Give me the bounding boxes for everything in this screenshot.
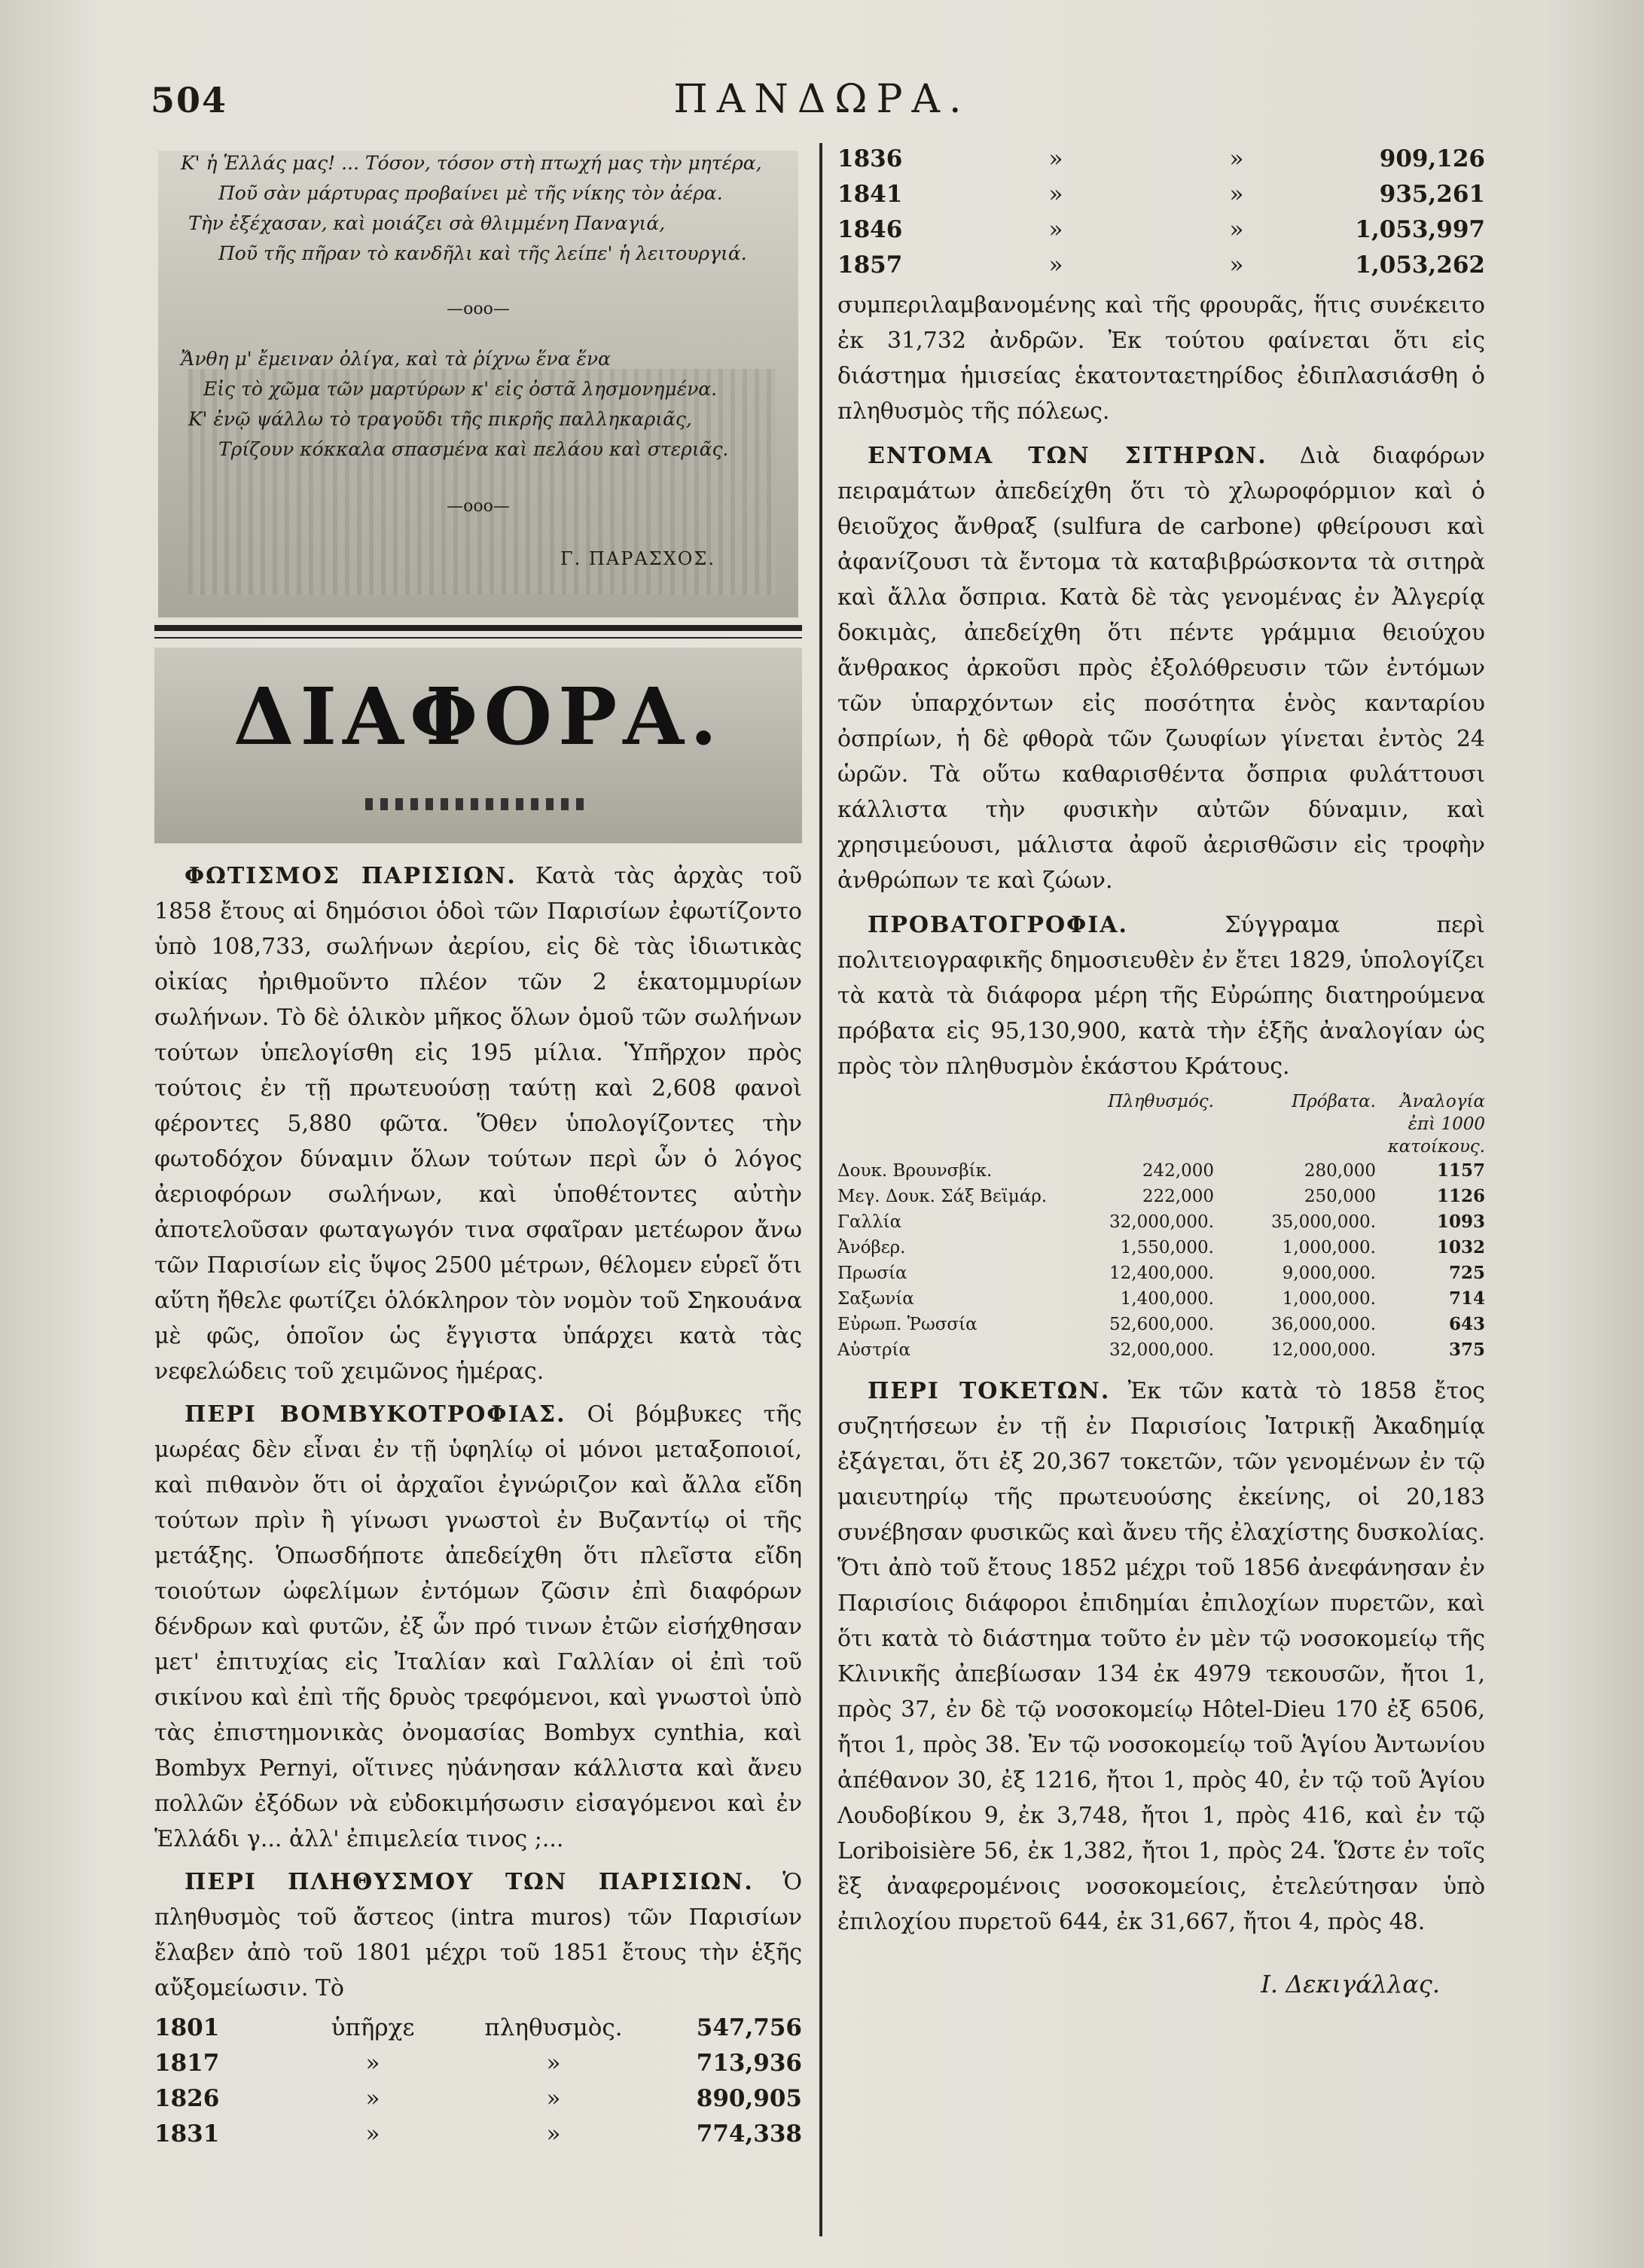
country-cell: Μεγ. Δουκ. Σάξ Βεϊμάρ. (837, 1187, 1048, 1206)
country-cell: Σαξωνία (837, 1289, 914, 1309)
banner-ornament (365, 798, 591, 810)
label-cell: ὑπῆρχε (331, 2014, 415, 2041)
label-cell: » (365, 2050, 380, 2077)
article-text: Ὁ πληθυσμὸς τοῦ ἄστεος (intra muros) τῶν Παρισίων ἔλαβεν ἀπὸ τοῦ 1801 μέχρι τοῦ 1851 ἔτους τὴν ἑξῆς αὔξομείωσιν. Τὸ (154, 1869, 802, 2001)
article-heading: ΦΩΤΙΣΜΟΣ ΠΑΡΙΣΙΩΝ. (185, 863, 517, 889)
poem-vignette (158, 151, 798, 617)
article-heading: ΠΡΟΒΑΤΟΓΡΟΦΙΑ. (868, 912, 1128, 938)
article-plithysmos (154, 1864, 802, 2006)
value-cell: 713,936 (696, 2050, 802, 2077)
value-cell: 35,000,000. (1271, 1212, 1376, 1232)
value-cell: 1,053,262 (1355, 251, 1485, 279)
country-cell: Εὐρωπ. Ῥωσσία (837, 1315, 978, 1334)
value-cell: 222,000 (1142, 1187, 1214, 1206)
value-cell: 375 (1448, 1340, 1485, 1360)
article-fotismos (154, 858, 802, 1389)
poem-divider: —οοο— (447, 497, 510, 516)
section-rule (154, 637, 802, 639)
table-row (154, 2117, 802, 2152)
year-cell: 1846 (837, 216, 903, 243)
article-entoma (837, 438, 1485, 898)
year-cell: 1817 (154, 2050, 220, 2077)
table-row (154, 2046, 802, 2081)
poem-line: Τὴν ἐξέχασαν, καὶ μοιάζει σὰ θλιμμένη Παναγιά, (188, 212, 666, 234)
value-cell: 1126 (1436, 1186, 1485, 1206)
article-heading: ΕΝΤΟΜΑ ΤΩΝ ΣΙΤΗΡΩΝ. (868, 443, 1267, 469)
table-row (837, 1235, 1485, 1261)
poem-line: Ποῦ σὰν μάρτυρας προβαίνει μὲ τῆς νίκης τὸν ἀέρα. (218, 182, 723, 204)
article-text: Διὰ διαφόρων πειραμάτων ἀπεδείχθη ὅτι τὸ χλωροφόρμιον καὶ ὁ θειοῦχος ἄνθραξ (sulfura de carbone) φθείρουσι καὶ ἀφανίζουσι τὰ ἔντομα τὰ καταβιβρώσκοντα τὰ σιτηρὰ καὶ ἄλλα ὄσπρια. Κατὰ δὲ τὰς γενομένας ἐν Ἀλγερίᾳ δοκιμὰς, ἀπεδείχθη ὅτι πέντε γράμμια θειούχου ἄνθρακος ἀρκοῦσι πρὸς ἐξολόθρευσιν τῶν ἐντόμων τῶν ὑπαρχόντων εἰς ποσότητα ἑνὸς κανταρίου ὀσπρίων, ἡ δὲ φθορὰ τῶν ζωυφίων γίνεται ἐντὸς 24 ὡρῶν. Τὰ οὕτω καθαρισθέντα ὄσπρια φυλάττουσι κάλλιστα τὴν φυσικὴν αὐτῶν δύναμιν, καὶ χρησιμεύουσι, μάλιστα ἀφοῦ ἀερισθῶσιν εἰς τροφὴν ἀνθρώπων τε καὶ ζώων. (837, 443, 1485, 894)
value-cell: 32,000,000. (1109, 1340, 1214, 1360)
year-cell: 1826 (154, 2085, 220, 2112)
poem-author: Γ. ΠΑΡΑΣΧΟΣ. (560, 548, 715, 569)
section-banner (154, 648, 802, 843)
label-cell: » (1048, 145, 1063, 172)
table-row (837, 212, 1485, 248)
table-row (154, 2081, 802, 2117)
sheep-table (837, 1090, 1485, 1363)
article-provato (837, 907, 1485, 1084)
value-cell: 1,000,000. (1282, 1238, 1376, 1257)
article-bombyx (154, 1397, 802, 1857)
table-row (837, 142, 1485, 177)
population-table-continued (837, 142, 1485, 283)
country-cell: Ἀνόβερ. (837, 1238, 906, 1257)
table-row (154, 2010, 802, 2046)
poem-line: Ποῦ τῆς πῆραν τὸ κανδῆλι καὶ τῆς λείπε' ἡ λειτουργιά. (218, 242, 747, 264)
article-text: Ἐκ τῶν κατὰ τὸ 1858 ἔτος συζητήσεων ἐν τῇ ἐν Παρισίοις Ἰατρικῇ Ἀκαδημίᾳ ἐξάγεται, ὅτι ἐξ 20,367 τοκετῶν, τῶν γενομένων ἐν τῷ μαιευτηρίῳ τῆς πρωτευούσης ἐκείνης, οἱ 20,183 συνέβησαν φυσικῶς καὶ ἄνευ τῆς ἐλαχίστης δυσκολίας. Ὅτι ἀπὸ τοῦ ἔτους 1852 μέχρι τοῦ 1856 ἀνεφάνησαν ἐν Παρισίοις διάφοροι ἐπιδημίαι ἐπιλοχίων πυρετῶν, καὶ ὅτι κατὰ τὸ διάστημα τοῦτο ἐν μὲν τῷ νοσοκομείῳ τῆς Κλινικῆς ἀπεβίωσαν 134 ἐκ 4979 τεκουσῶν, ἤτοι 1, πρὸς 37, ἐν δὲ τῷ νοσοκομείῳ Hôtel-Dieu 170 ἐξ 6506, ἤτοι 1, πρὸς 38. Ἐν τῷ νοσοκομείῳ τοῦ Ἁγίου Ἀντωνίου ἀπέθανον 30, ἐξ 1216, ἤτοι 1, πρὸς 40, ἐν τῷ τοῦ Ἁγίου Λουδοβίκου 9, ἐκ 3,748, ἤτοι 1, πρὸς 416, καὶ ἐν τῷ Loriboisière 56, ἐκ 1,382, ἤτοι 1, πρὸς 24. Ὥστε ἐν τοῖς ἓξ ἀναφερομένοις νοσοκομείοις, ἐτελεύτησαν ὑπὸ ἐπιλοχίου πυρετοῦ 644, ἐκ 31,667, ἤτοι 4, πρὸς 48. (837, 1378, 1485, 1935)
poem-line: Τρίζουν κόκκαλα σπασμένα καὶ πελάου καὶ στεριᾶς. (218, 438, 729, 460)
section-rule (154, 625, 802, 631)
poem-line: Εἰς τὸ χῶμα τῶν μαρτύρων κ' εἰς ὀστᾶ λησμονημένα. (203, 378, 718, 400)
column-divider (819, 143, 822, 2236)
value-cell: 547,756 (696, 2014, 802, 2041)
table-row (837, 1209, 1485, 1235)
value-cell: 1157 (1436, 1160, 1485, 1181)
column-header: Πληθυσμός. (1108, 1092, 1214, 1111)
value-cell: 1,000,000. (1282, 1289, 1376, 1309)
poem-line: Ἄνθη μ' ἔμειναν ὀλίγα, καὶ τὰ ῥίχνω ἕνα ἕνα (181, 348, 611, 370)
value-cell: 774,338 (696, 2120, 802, 2148)
table-row (837, 248, 1485, 283)
table-row (837, 1158, 1485, 1184)
table-row (837, 1312, 1485, 1337)
value-cell: 36,000,000. (1271, 1315, 1376, 1334)
section-title: ΔΙΑΦΟΡΑ. (233, 670, 724, 763)
table-row (837, 1337, 1485, 1363)
country-cell: Δουκ. Βρουνσβίκ. (837, 1161, 993, 1181)
value-cell: 52,600,000. (1109, 1315, 1214, 1334)
value-cell: 1032 (1436, 1237, 1485, 1257)
label-cell: » (1229, 216, 1244, 243)
right-column (837, 142, 1485, 2002)
country-cell: Γαλλία (837, 1212, 902, 1232)
table-row (837, 1184, 1485, 1209)
label-cell: » (546, 2085, 561, 2112)
table-row (837, 1261, 1485, 1286)
year-cell: 1836 (837, 145, 903, 172)
article-heading: ΠΕΡΙ ΤΟΚΕΤΩΝ. (868, 1378, 1111, 1404)
country-cell: Πρωσία (837, 1264, 907, 1283)
page-number: 504 (151, 80, 228, 120)
label-cell: » (1048, 216, 1063, 243)
label-cell: » (1229, 145, 1244, 172)
poem-line: Κ' ἡ Ἑλλάς μας! ... Τόσον, τόσον στὴ πτωχή μας τὴν μητέρα, (181, 152, 762, 174)
value-cell: 242,000 (1142, 1161, 1214, 1181)
label-cell: » (546, 2050, 561, 2077)
table-row (837, 177, 1485, 212)
page-header (0, 75, 1644, 120)
value-cell: 32,000,000. (1109, 1212, 1214, 1232)
article-heading: ΠΕΡΙ ΠΛΗΘΥΣΜΟΥ ΤΩΝ ΠΑΡΙΣΙΩΝ. (185, 1869, 754, 1895)
value-cell: 909,126 (1379, 145, 1485, 172)
table-row (837, 1286, 1485, 1312)
value-cell: 1,400,000. (1120, 1289, 1214, 1309)
poem-divider: —οοο— (447, 300, 510, 319)
label-cell: » (365, 2120, 380, 2148)
label-cell: » (1048, 181, 1063, 208)
value-cell: 725 (1448, 1263, 1485, 1283)
table-header (837, 1090, 1485, 1158)
value-cell: 9,000,000. (1282, 1264, 1376, 1283)
label-cell: » (1229, 181, 1244, 208)
value-cell: 890,905 (696, 2085, 802, 2112)
year-cell: 1831 (154, 2120, 220, 2148)
poem-line: Κ' ἐνῷ ψάλλω τὸ τραγοῦδι τῆς πικρῆς παλληκαριᾶς, (188, 408, 692, 430)
value-cell: 12,000,000. (1271, 1340, 1376, 1360)
article-text: Οἱ βόμβυκες τῆς μωρέας δὲν εἶναι ἐν τῇ ὑφηλίῳ οἱ μόνοι μεταξοποιοί, καὶ πιθανὸν ὅτι οἱ ἀρχαῖοι ἐγνώριζον καὶ ἄλλα εἴδη τούτων πρὶν ἢ γίνωσι γνωστοὶ ἐν Βυζαντίῳ οἱ τῆς μετάξης. Ὁπωσδήποτε ἀπεδείχθη ὅτι πλεῖστα εἴδη τοιούτων ὠφελίμων ἐντόμων ζῶσιν ἐπὶ διαφόρων δένδρων καὶ φυτῶν, ἐξ ὧν πρό τινων ἐτῶν εἰσήχθησαν μετ' ἐπιτυχίας εἰς Ἰταλίαν καὶ Γαλλίαν οἱ ἐπὶ τοῦ σικίνου καὶ ἐπὶ τῆς δρυὸς τρεφόμενοι, καὶ γνωστοὶ ὑπὸ τὰς ἐπιστημονικὰς ὀνομασίας Bombyx cynthia, καὶ Bombyx Pernyi, οἵτινες ηὐάνησαν κάλλιστα καὶ ἄνευ πολλῶν ἐξόδων νὰ εὐδοκιμήσωσιν εἰσαγόμενοι καὶ ἐν Ἑλλάδι γ... ἀλλ' ἐπιμελεία τινος ;... (154, 1401, 802, 1852)
label-cell: » (546, 2120, 561, 2148)
journal-title: ΠΑΝΔΩΡΑ. (673, 77, 971, 122)
signature: Ι. Δεκιγάλλας. (1261, 1970, 1440, 1998)
label-cell: » (1229, 251, 1244, 279)
country-cell: Αὐστρία (837, 1340, 911, 1360)
column-header: Ἀναλογία ἐπὶ 1000 κατοίκους. (1387, 1092, 1485, 1157)
article-text: Σύγγραμα περὶ πολιτειογραφικῆς δημοσιευθὲν ἐν ἔτει 1829, ὑπολογίζει τὰ κατὰ τὰ διάφορα μέρη τῆς Εὐρώπης διατηρούμενα πρόβατα εἰς 95,130,900, κατὰ τὴν ἑξῆς ἀναλογίαν ὡς πρὸς τὸν πληθυσμὸν ἑκάστου Κράτους. (837, 912, 1485, 1080)
population-conclusion: συμπεριλαμβανομένης καὶ τῆς φρουρᾶς, ἥτις συνέκειτο ἐκ 31,732 ἀνδρῶν. Ἐκ τούτου φαίνεται ὅτι εἰς διάστημα ἡμισείας ἑκατονταετηρίδος ἐδιπλασιάσθη ὁ πληθυσμὸς τῆς πόλεως. (837, 292, 1485, 425)
article-toketon (837, 1373, 1485, 1940)
value-cell: 1093 (1436, 1212, 1485, 1232)
value-cell: 714 (1448, 1288, 1485, 1309)
value-cell: 250,000 (1304, 1187, 1376, 1206)
article-text: Κατὰ τὰς ἀρχὰς τοῦ 1858 ἔτους αἱ δημόσιοι ὁδοὶ τῶν Παρισίων ἐφωτίζοντο ὑπὸ 108,733, σωλήνων ἀερίου, εἰς δὲ τὰς ἰδιωτικὰς οἰκίας ἠριθμοῦντο πλέον τῶν 2 ἑκατομμυρίων σωλήνων. Τὸ δὲ ὁλικὸν μῆκος ὅλων ὁμοῦ τῶν σωλήνων τούτων ὑπελογίσθη εἰς 195 μίλια. Ὑπῆρχον πρὸς τούτοις ἐν τῇ πρωτευούσῃ ταύτῃ καὶ 2,608 φανοὶ φέροντες 5,880 φῶτα. Ὅθεν ὑπολογίζοντες τὴν φωτοδόχον δύναμιν ὅλων τούτων περὶ ὧν ὁ λόγος ἀεριοφόρων σωλήνων, καὶ ὑποθέτοντες αὐτὴν ἀποτελοῦσαν φωταγωγόν τινα σφαῖραν μετέωρον ἄνω τῶν Παρισίων εἰς ὕψος 2500 μέτρων, θέλομεν εὑρεῖ ὅτι αὕτη ἤθελε φωτίζει ὁλόκληρον τὸν νομὸν τοῦ Σηκουάνα μὲ φῶς, ὁποῖον ὡς ἔγγιστα ὑπάρχει κατὰ τὰς νεφελώδεις τοῦ χειμῶνος ἡμέρας. (154, 863, 802, 1385)
population-table (154, 2010, 802, 2152)
column-header: Πρόβατα. (1292, 1092, 1376, 1111)
label-cell: πληθυσμὸς. (484, 2014, 623, 2041)
year-cell: 1841 (837, 181, 903, 208)
label-cell: » (1048, 251, 1063, 279)
value-cell: 935,261 (1379, 181, 1485, 208)
value-cell: 643 (1448, 1314, 1485, 1334)
left-column (154, 858, 802, 2152)
value-cell: 1,550,000. (1120, 1238, 1214, 1257)
value-cell: 1,053,997 (1355, 216, 1485, 243)
article-heading: ΠΕΡΙ ΒΟΜΒΥΚΟΤΡΟΦΙΑΣ. (185, 1401, 566, 1428)
value-cell: 280,000 (1304, 1161, 1376, 1181)
year-cell: 1857 (837, 251, 903, 279)
label-cell: » (365, 2085, 380, 2112)
year-cell: 1801 (154, 2014, 220, 2041)
value-cell: 12,400,000. (1109, 1264, 1214, 1283)
